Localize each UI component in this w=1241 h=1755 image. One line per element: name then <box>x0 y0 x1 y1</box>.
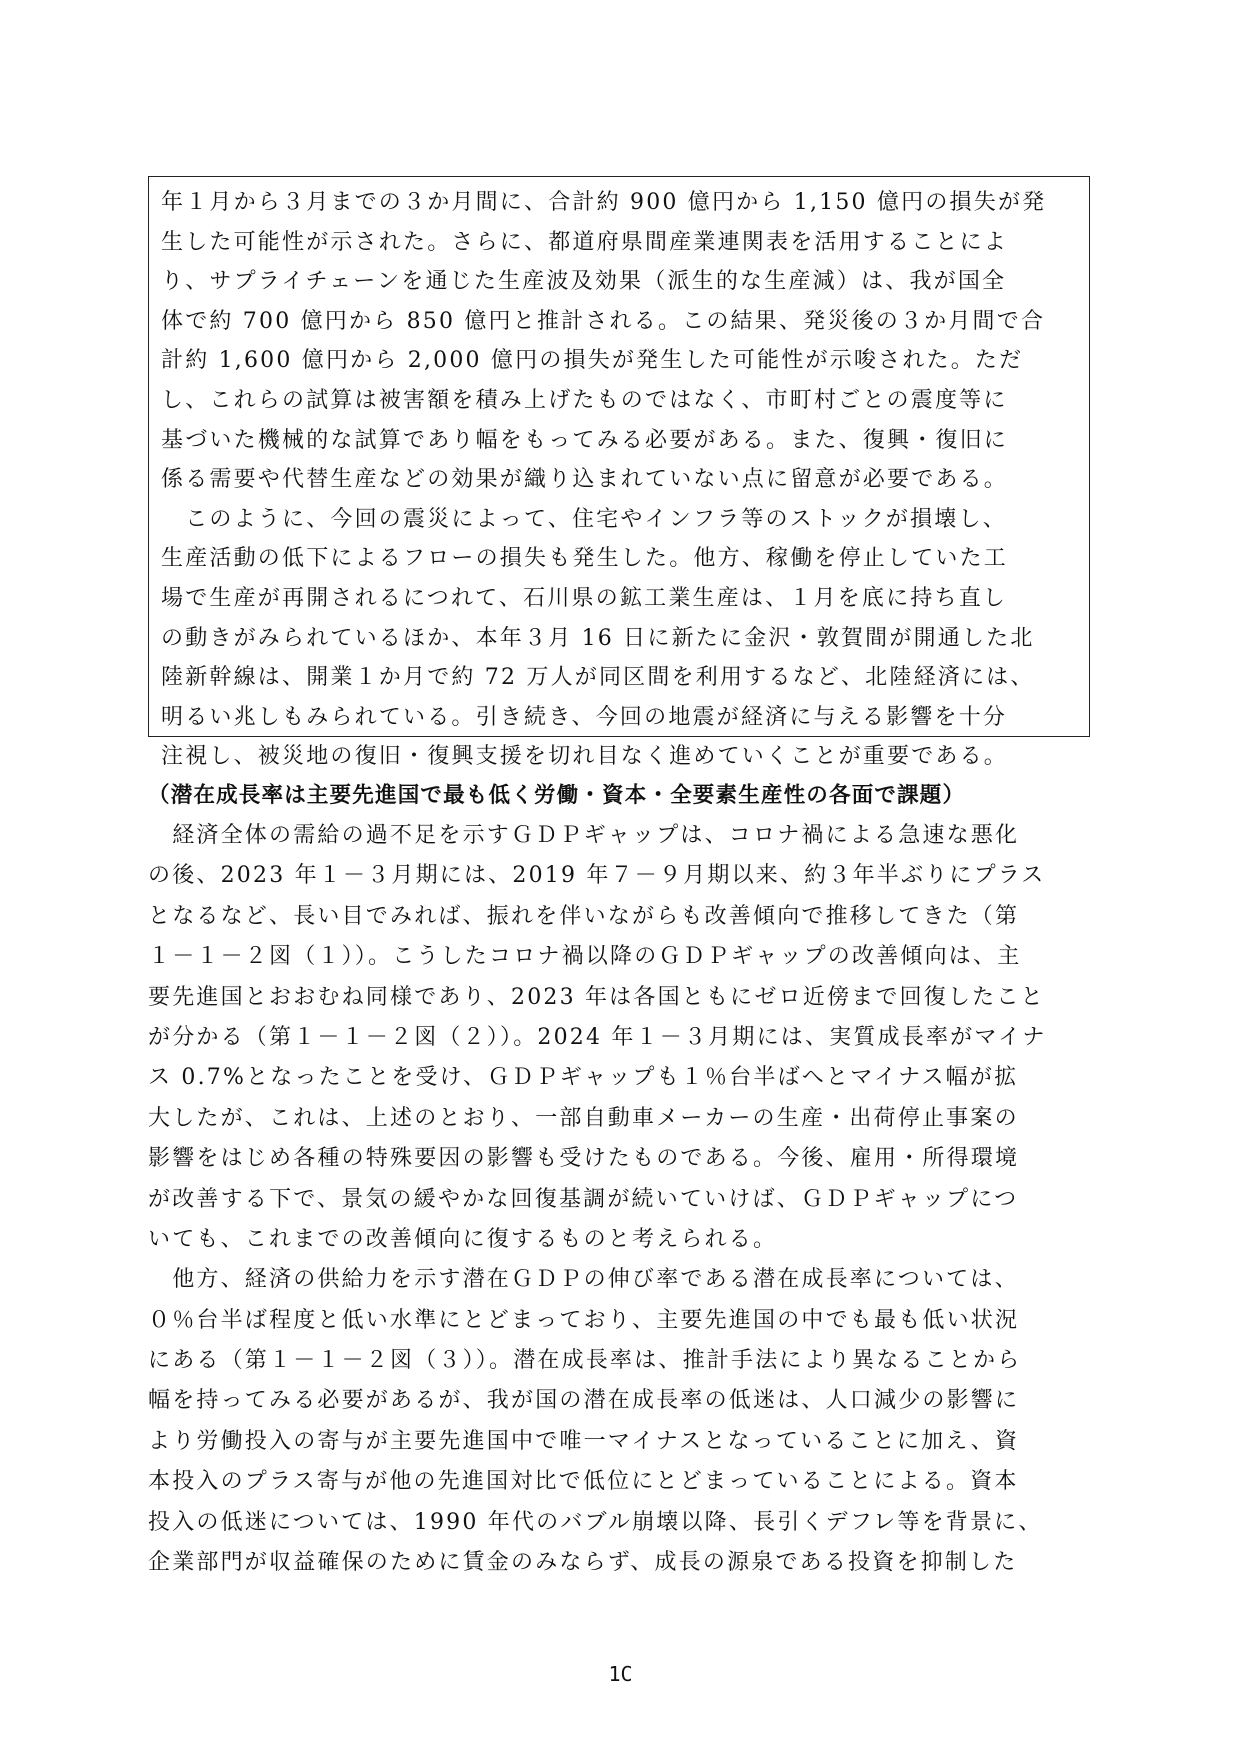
body-text-line: 投入の低迷については、1990 年代のバブル崩壊以降、長引くデフレ等を背景に、 <box>148 1509 1043 1535</box>
body-text-line: ス 0.7%となったことを受け、ＧＤＰギャップも１％台半ばへとマイナス幅が拡 <box>148 1065 1019 1091</box>
boxed-text-line: 明るい兆しもみられている。引き続き、今回の地震が経済に与える影響を十分 <box>161 704 1008 730</box>
body-text-line: １－１－２図（１））。こうしたコロナ禍以降のＧＤＰギャップの改善傾向は、主 <box>148 944 1022 970</box>
body-text-line: にある（第１－１－２図（３））。潜在成長率は、推計手法により異なることから <box>148 1348 1022 1374</box>
boxed-text-line: 陸新幹線は、開業１か月で約 72 万人が同区間を利用するなど、北陸経済には、 <box>161 665 1035 691</box>
body-text-line: 企業部門が収益確保のために賃金のみならず、成長の源泉である投資を抑制した <box>148 1550 1018 1576</box>
body-text-line: ０％台半ば程度と低い水準にとどまっており、主要先進国の中でも最も低い状況 <box>148 1307 1020 1333</box>
body-text-line: 要先進国とおおむね同様であり、2023 年は各国ともにゼロ近傍まで回復したこと <box>148 984 1045 1010</box>
boxed-text-line: 生した可能性が示された。さらに、都道府県間産業連関表を活用することによ <box>161 229 1009 255</box>
body-text-line: の後、2023 年１－３月期には、2019 年７－９月期以来、約３年半ぶりにプラス <box>148 863 1046 889</box>
boxed-text-line: 注視し、被災地の復旧・復興支援を切れ目なく進めていくことが重要である。 <box>161 744 1009 770</box>
body-text-line: 影響をはじめ各種の特殊要因の影響も受けたものである。今後、雇用・所得環境 <box>148 1146 1020 1172</box>
body-text-line: となるなど、長い目でみれば、振れを伴いながらも改善傾向で推移してきた（第 <box>148 903 1020 929</box>
boxed-text-line: 年１月から３月までの３か月間に、合計約 900 億円から 1,150 億円の損失が発 <box>161 190 1047 215</box>
boxed-text-line: の動きがみられているほか、本年３月 16 日に新たに金沢・敦賀間が開通した北 <box>161 625 1035 651</box>
body-text-line: 他方、経済の供給力を示す潜在ＧＤＰの伸び率である潜在成長率については、 <box>148 1267 1019 1293</box>
body-text-line: が改善する下で、景気の緩やかな回復基調が続いていけば、ＧＤＰギャップにつ <box>148 1186 1019 1212</box>
boxed-text-line: このように、今回の震災によって、住宅やインフラ等のストックが損壊し、 <box>161 506 1007 532</box>
boxed-text-line: 体で約 700 億円から 850 億円と推計される。この結果、発災後の３か月間で合 <box>161 308 1046 334</box>
boxed-text-line: 計約 1,600 億円から 2,000 億円の損失が発生した可能性が示唆された。ただ <box>161 348 1024 374</box>
boxed-text-line: り、サプライチェーンを通じた生産波及効果（派生的な生産減）は、我が国全 <box>161 269 1007 295</box>
body-text-line: 経済全体の需給の過不足を示すＧＤＰギャップは、コロナ禍による急速な悪化 <box>148 823 1020 848</box>
section-body <box>148 816 1092 1583</box>
boxed-text-block <box>148 176 1090 770</box>
body-text-line: より労働投入の寄与が主要先進国中で唯一マイナスとなっていることに加え、資 <box>148 1428 1020 1454</box>
main-text-section <box>148 776 1092 1583</box>
body-text-line: いても、これまでの改善傾向に復するものと考えられる。 <box>148 1226 778 1252</box>
body-text-line: 幅を持ってみる必要があるが、我が国の潜在成長率の低迷は、人口減少の影響に <box>148 1388 1020 1414</box>
body-text-line: 大したが、これは、上述のとおり、一部自動車メーカーの生産・出荷停止事案の <box>148 1105 1019 1131</box>
boxed-text-line: 場で生産が再開されるにつれて、石川県の鉱工業生産は、１月を底に持ち直し <box>161 585 1008 611</box>
body-text-line: が分かる（第１－１－２図（２））。2024 年１－３月期には、実質成長率がマイナ <box>148 1024 1047 1050</box>
boxed-text-line: 係る需要や代替生産などの効果が織り込まれていない点に留意が必要である。 <box>161 467 1009 493</box>
section-heading: （潜在成長率は主要先進国で最も低く労働・資本・全要素生産性の各面で課題） <box>148 783 966 808</box>
boxed-text-line: 基づいた機械的な試算であり幅をもってみる必要がある。また、復興・復旧に <box>161 427 1009 453</box>
page-number: 1C <box>608 1662 633 1686</box>
boxed-text-line: 生産活動の低下によるフローの損失も発生した。他方、稼働を停止していた工 <box>161 546 1009 572</box>
body-text-line: 本投入のプラス寄与が他の先進国対比で低位にとどまっていることによる。資本 <box>148 1469 1019 1495</box>
boxed-text-line: し、これらの試算は被害額を積み上げたものではなく、市町村ごとの震度等に <box>161 387 1008 413</box>
